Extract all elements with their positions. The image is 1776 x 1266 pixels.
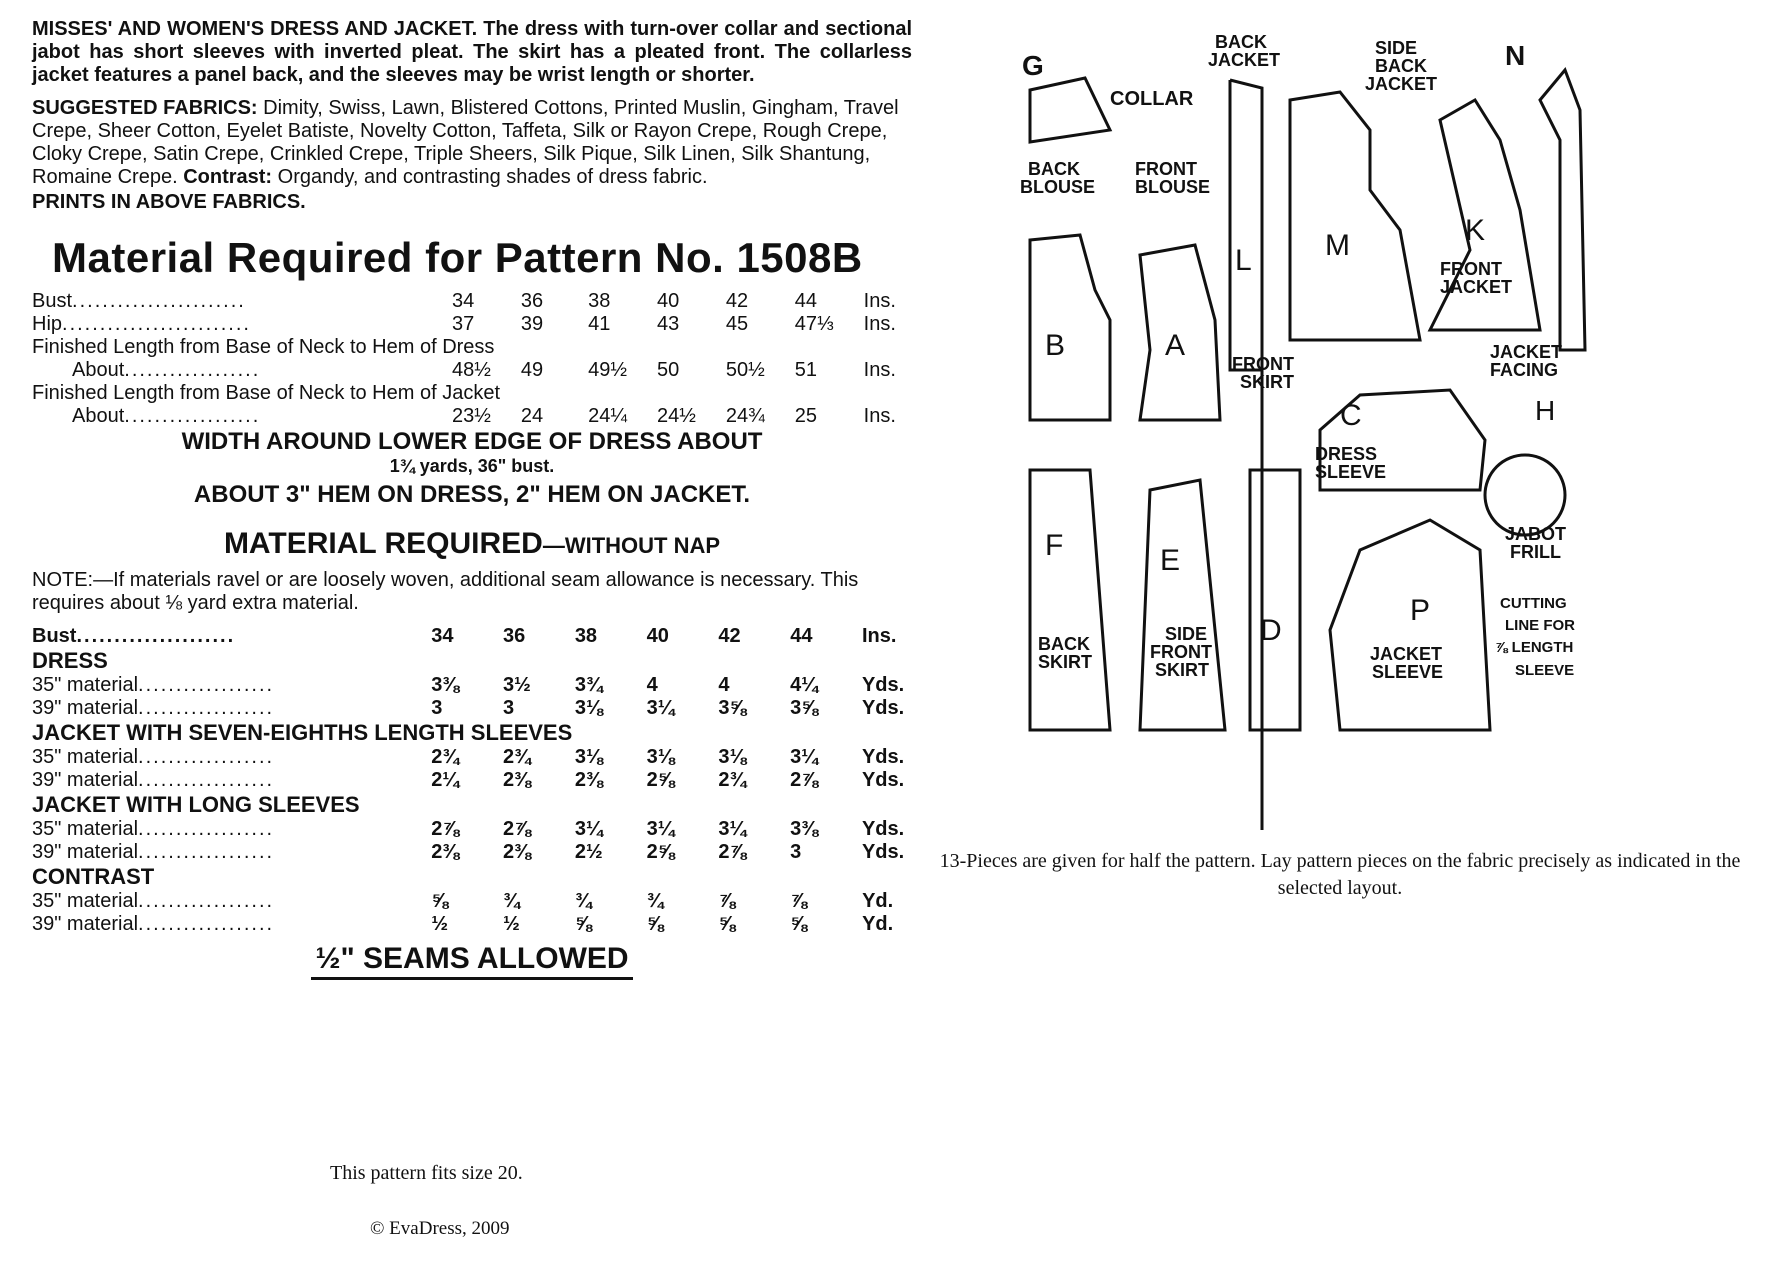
group-table xyxy=(32,674,912,720)
cell: 4 xyxy=(718,674,730,696)
cell: 2⅜ xyxy=(431,841,460,863)
unit: Ins. xyxy=(863,313,896,335)
suggested-fabrics xyxy=(32,97,912,189)
jacket-length-label: Finished Length from Base of Neck to Hem of Jacket xyxy=(32,382,500,404)
unit: Yd. xyxy=(862,890,894,912)
cell: 3⅛ xyxy=(646,746,675,768)
cell: 23½ xyxy=(451,405,491,427)
unit: Ins. xyxy=(863,359,896,381)
cutting-line-label-1: CUTTING xyxy=(1500,595,1567,612)
dress-length-label: Finished Length from Base of Neck to Hem of Dress xyxy=(32,336,495,358)
diagram-caption: 13-Pieces are given for half the pattern. Lay pattern pieces on the fabric precisely as indicated in the selected layout. xyxy=(939,850,1741,899)
cell: 3¼ xyxy=(646,818,675,840)
cell: 34 xyxy=(451,290,475,312)
cell: 3⅝ xyxy=(718,697,747,719)
jacket-sleeve-label-1: JACKET xyxy=(1370,644,1443,664)
row-label: 35" material xyxy=(32,890,139,912)
cell: ½ xyxy=(503,913,520,935)
cell: ¾ xyxy=(646,890,664,912)
cell: 3⅛ xyxy=(574,746,603,768)
letter-f: F xyxy=(1045,529,1064,562)
table-row: 39" material.................. 2⅜ 2⅜ 2½ 2⅝ 2⅞ 3 Yds. xyxy=(32,841,912,864)
prints-note: PRINTS IN ABOVE FABRICS. xyxy=(32,191,306,213)
cell: ⅞ xyxy=(790,890,807,912)
mr-title-main: MATERIAL REQUIRED xyxy=(223,527,543,560)
hem-line: ABOUT 3" HEM ON DRESS, 2" HEM ON JACKET. xyxy=(193,481,751,508)
collar-piece xyxy=(1030,78,1110,142)
material-sheet xyxy=(32,18,912,976)
jacket-facing-label-2: FACING xyxy=(1490,360,1559,380)
cell: 49½ xyxy=(588,359,628,381)
letter-a: A xyxy=(1165,329,1186,362)
row-label: 39" material xyxy=(32,769,139,791)
front-blouse-label-2: BLOUSE xyxy=(1135,177,1211,197)
group-table xyxy=(32,818,912,864)
cell: 2⅞ xyxy=(503,818,531,840)
side-front-skirt-piece xyxy=(1140,480,1225,730)
cell: 38 xyxy=(588,290,611,312)
cell: 50 xyxy=(657,359,680,381)
yardage-table xyxy=(32,625,912,648)
row-label: 35" material xyxy=(32,674,139,696)
seams-allowed xyxy=(32,942,912,976)
cell: 3½ xyxy=(503,674,531,696)
side-back-jacket-label-2: BACK xyxy=(1375,56,1427,76)
cell: 2¾ xyxy=(718,769,747,791)
front-skirt-label-1: FRONT xyxy=(1232,354,1294,374)
seams-text: ½" SEAMS ALLOWED xyxy=(311,942,632,980)
table-row: 39" material.................. ½ ½ ⅝ ⅝ ⅝ ⅝ Yd. xyxy=(32,913,912,936)
side-back-jacket-piece xyxy=(1290,92,1420,340)
side-front-skirt-label-3: SKIRT xyxy=(1155,660,1209,680)
material-title: Material Required for Pattern No. 1508B xyxy=(52,234,863,281)
collar-label: COLLAR xyxy=(1110,88,1194,110)
letter-h: H xyxy=(1535,395,1556,426)
letter-d: D xyxy=(1260,614,1282,647)
cell: 40 xyxy=(646,625,669,647)
table-row: 35" material.................. 2⅞ 2⅞ 3¼ 3¼ 3¼ 3⅜ Yds. xyxy=(32,818,912,841)
cell: 50½ xyxy=(725,359,765,381)
side-front-skirt-label-2: FRONT xyxy=(1150,642,1212,662)
cell: 24½ xyxy=(657,405,696,427)
cell: 44 xyxy=(794,290,818,312)
back-blouse-piece xyxy=(1030,235,1110,420)
letter-l: L xyxy=(1235,244,1252,277)
cell: 37 xyxy=(451,313,475,335)
cell: 3¾ xyxy=(574,674,603,696)
hip-row: Hip......................... 37 39 41 43 45 47⅓ Ins. xyxy=(32,313,912,336)
note-label: NOTE: xyxy=(32,569,94,591)
unit: Yds. xyxy=(861,746,905,768)
table-row: 39" material.................. 2¼ 2⅜ 2⅜ 2⅝ 2¾ 2⅞ Yds. xyxy=(32,769,912,792)
unit: Yds. xyxy=(861,674,905,696)
cell: 24¼ xyxy=(588,405,628,427)
dress-length-row: About.................. 48½ 49 49½ 50 50½ 51 Ins. xyxy=(32,359,912,382)
group-title: DRESS xyxy=(32,648,108,673)
cell: 47⅓ xyxy=(794,313,834,335)
cell: 2¼ xyxy=(431,769,460,791)
jabot-frill-label-2: FRILL xyxy=(1510,542,1561,562)
group-table xyxy=(32,746,912,792)
group-table xyxy=(32,890,912,936)
mr-title-sub: —WITHOUT NAP xyxy=(542,533,721,558)
cell: ½ xyxy=(431,913,449,935)
side-front-skirt-label-1: SIDE xyxy=(1165,624,1208,644)
cell: ⅝ xyxy=(574,913,592,935)
cell: ⅝ xyxy=(646,913,664,935)
cell: 40 xyxy=(657,290,680,312)
jabot-frill-label-1: JABOT xyxy=(1505,524,1567,544)
unit: Ins. xyxy=(863,290,896,312)
cutting-line-label-3: ⅞ LENGTH xyxy=(1495,639,1574,656)
letter-m: M xyxy=(1325,229,1350,262)
pattern-description: MISSES' AND WOMEN'S DRESS AND JACKET. The dress with turn-over collar and sectional jabot has short sleeves with inverted pleat. The skirt has a pleated front. The collarless jacket features a panel back, and the sleeves may be wrist length or shorter. xyxy=(32,18,912,86)
cell: 3 xyxy=(431,697,443,719)
cell: 3¼ xyxy=(646,697,675,719)
width-line: WIDTH AROUND LOWER EDGE OF DRESS ABOUT xyxy=(181,428,763,455)
row-label: Bust xyxy=(32,290,73,312)
back-skirt-label-2: SKIRT xyxy=(1038,652,1092,672)
cell: 25 xyxy=(794,405,818,427)
contrast-label: Contrast: xyxy=(183,166,273,188)
cell: 36 xyxy=(520,290,544,312)
bust-header-row: Bust..................... 34 36 38 40 42 44 Ins. xyxy=(32,625,912,648)
row-label: 39" material xyxy=(32,697,139,719)
cutting-line-label-4: SLEEVE xyxy=(1515,662,1575,679)
cell: 3 xyxy=(503,697,515,719)
back-blouse-label-2: BLOUSE xyxy=(1020,177,1096,197)
back-blouse-label-1: BACK xyxy=(1028,159,1080,179)
table-row: 35" material.................. 3⅜ 3½ 3¾ 4 4 4¼ Yds. xyxy=(32,674,912,697)
cutting-line-label-2: LINE FOR xyxy=(1505,617,1575,634)
unit: Ins. xyxy=(862,625,897,647)
yardage-groups xyxy=(32,648,912,936)
row-label: About xyxy=(72,405,125,427)
cell: 43 xyxy=(657,313,680,335)
cell: ¾ xyxy=(574,890,592,912)
front-jacket-label-1: FRONT xyxy=(1440,259,1502,279)
cell: ⅞ xyxy=(718,890,736,912)
note-text: —If materials ravel or are loosely woven, additional seam allowance is necessary. This requires about ⅛ yard extra material. xyxy=(32,569,859,614)
copyright: © EvaDress, 2009 xyxy=(370,1218,510,1239)
fabrics-label: SUGGESTED FABRICS: xyxy=(32,97,258,119)
back-skirt-piece xyxy=(1030,470,1110,730)
letter-e: E xyxy=(1160,544,1181,577)
cell: 38 xyxy=(574,625,598,647)
row-label: Bust xyxy=(32,625,77,647)
row-label: About xyxy=(72,359,125,381)
bust-row: Bust....................... 34 36 38 40 42 44 Ins. xyxy=(32,290,912,313)
fabrics-text: Dimity, Swiss, Lawn, Blistered Cottons, Printed Muslin, Gingham, Travel Crepe, Sheer Cotton, Eyelet Batiste, Novelty Cotton, Taffeta, Silk or Rayon Crepe, Rough Crepe, Cloky Crepe, Satin Crepe, Crinkled Crepe, Triple Sheers, Silk Pique, Silk Linen, Silk Shantung, Romaine Crepe. xyxy=(32,97,899,188)
unit: Yds. xyxy=(861,769,905,791)
cell: 24 xyxy=(520,405,544,427)
back-skirt-label-1: BACK xyxy=(1038,634,1090,654)
cell: 3 xyxy=(790,841,802,863)
width-value: 1¾ yards, 36" bust. xyxy=(389,456,555,476)
row-label: 35" material xyxy=(32,818,139,840)
unit: Ins. xyxy=(863,405,896,427)
jabot-frill-piece xyxy=(1485,455,1565,535)
cell: 45 xyxy=(725,313,749,335)
cell: ¾ xyxy=(503,890,520,912)
unit: Yds. xyxy=(861,841,905,863)
cell: ⅝ xyxy=(718,913,736,935)
letter-b: B xyxy=(1045,329,1066,362)
cell: 3⅛ xyxy=(574,697,603,719)
cell: 36 xyxy=(503,625,526,647)
letter-p: P xyxy=(1410,594,1431,627)
cell: 2⅞ xyxy=(790,769,818,791)
pattern-pieces-diagram xyxy=(1000,30,1680,830)
cell: 3⅝ xyxy=(790,697,818,719)
front-jacket-label-2: JACKET xyxy=(1440,277,1513,297)
cell: 2⅜ xyxy=(503,841,531,863)
measurement-table xyxy=(32,290,912,428)
cell: 48½ xyxy=(451,359,491,381)
dress-sleeve-label-1: DRESS xyxy=(1315,444,1378,464)
side-back-jacket-label-1: SIDE xyxy=(1375,38,1418,58)
cell: ⅝ xyxy=(790,913,807,935)
front-skirt-piece xyxy=(1250,470,1300,730)
front-skirt-label-2: SKIRT xyxy=(1240,372,1294,392)
cell: 2¾ xyxy=(431,746,460,768)
cell: 39 xyxy=(520,313,544,335)
cell: 2⅝ xyxy=(646,769,675,791)
cell: 2⅜ xyxy=(574,769,603,791)
row-label: 35" material xyxy=(32,746,139,768)
cell: 34 xyxy=(431,625,454,647)
table-row: 35" material.................. ⅝ ¾ ¾ ¾ ⅞ ⅞ Yd. xyxy=(32,890,912,913)
material-required-title xyxy=(32,527,912,561)
table-row: 35" material.................. 2¾ 2¾ 3⅛ 3⅛ 3⅛ 3¼ Yds. xyxy=(32,746,912,769)
cell: 2¾ xyxy=(503,746,531,768)
letter-g: G xyxy=(1022,50,1044,81)
letter-c: C xyxy=(1340,399,1362,432)
side-back-jacket-label-3: JACKET xyxy=(1365,74,1438,94)
letter-k: K xyxy=(1465,214,1486,247)
letter-n: N xyxy=(1505,40,1526,71)
cell: 2⅞ xyxy=(431,818,460,840)
cell: 41 xyxy=(588,313,611,335)
group-title: JACKET WITH LONG SLEEVES xyxy=(32,792,360,817)
group-title: CONTRAST xyxy=(32,864,155,889)
cell: 4¼ xyxy=(790,674,818,696)
unit: Yd. xyxy=(862,913,894,935)
cell: 3¼ xyxy=(574,818,603,840)
fits-note: This pattern fits size 20. xyxy=(330,1162,523,1184)
cell: 4 xyxy=(646,674,658,696)
unit: Yds. xyxy=(861,697,905,719)
cell: 3¼ xyxy=(790,746,818,768)
cell: 2⅞ xyxy=(718,841,747,863)
group-title: JACKET WITH SEVEN-EIGHTHS LENGTH SLEEVES xyxy=(32,720,573,745)
cell: 42 xyxy=(725,290,749,312)
front-blouse-label-1: FRONT xyxy=(1135,159,1197,179)
back-jacket-piece xyxy=(1230,80,1262,830)
back-jacket-label-1: BACK xyxy=(1215,32,1267,52)
cell: 3⅜ xyxy=(431,674,460,696)
row-label: Hip xyxy=(32,313,63,335)
cell: ⅝ xyxy=(431,890,449,912)
unit: Yds. xyxy=(861,818,905,840)
cell: 3⅛ xyxy=(718,746,747,768)
cell: 44 xyxy=(790,625,813,647)
cell: 24¾ xyxy=(725,405,765,427)
jacket-length-row: About.................. 23½ 24 24¼ 24½ 24¾ 25 Ins. xyxy=(32,405,912,428)
cell: 49 xyxy=(520,359,544,381)
cell: 3⅜ xyxy=(790,818,818,840)
cell: 42 xyxy=(718,625,741,647)
row-label: 39" material xyxy=(32,841,139,863)
note xyxy=(32,569,912,615)
contrast-text: Organdy, and contrasting shades of dress fabric. xyxy=(277,166,708,188)
jacket-facing-label-1: JACKET xyxy=(1490,342,1563,362)
cell: 2⅝ xyxy=(646,841,675,863)
dress-sleeve-label-2: SLEEVE xyxy=(1315,462,1387,482)
cell: 51 xyxy=(794,359,818,381)
cell: 2½ xyxy=(574,841,603,863)
table-row: 39" material.................. 3 3 3⅛ 3¼ 3⅝ 3⅝ Yds. xyxy=(32,697,912,720)
cell: 2⅜ xyxy=(503,769,531,791)
cell: 3¼ xyxy=(718,818,747,840)
jacket-sleeve-label-2: SLEEVE xyxy=(1372,662,1444,682)
back-jacket-label-2: JACKET xyxy=(1208,50,1281,70)
row-label: 39" material xyxy=(32,913,139,935)
jacket-facing-piece xyxy=(1540,70,1585,350)
